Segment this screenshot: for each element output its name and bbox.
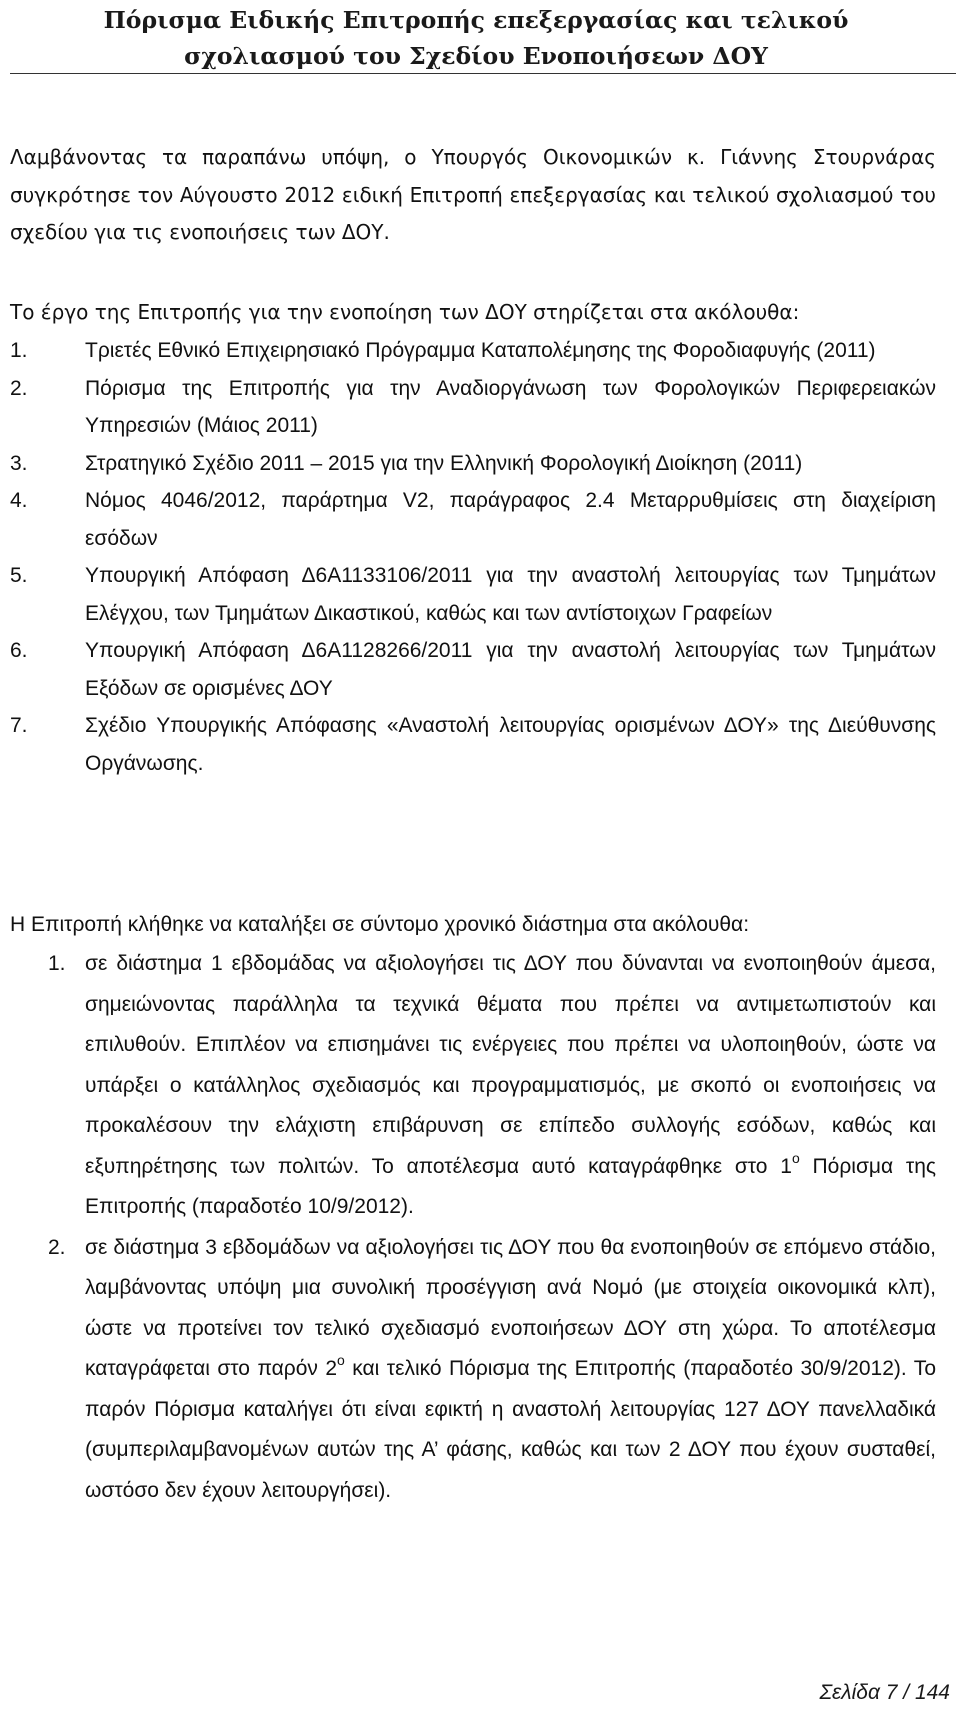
page-header <box>0 0 952 74</box>
task-text-a: σε διάστημα 1 εβδομάδας να αξιολογήσει τις ΔΟΥ που δύνανται να ενοποιηθούν άμεσα, σημειώνοντας παράλληλα τα τεχνικά θέματα που πρέπει να αντιμετωπιστούν και επιλυθούν. Επιπλέον να επισημάνει τις ενέργειες που πρέπει να υλοποιηθούν, ώστε να υπάρξει ο κατάλληλος σχεδιασμός και προγραμματισμός, με σκοπό οι ενοποιήσεις να προκαλέσουν την ελάχιστη επιβάρυνση σε επίπεδο συλλογής εσόδων, καθώς και εξυπηρέτησης των πολιτών. Το αποτέλεσμα αυτό καταγράφθηκε στο 1 <box>85 952 936 1178</box>
list-item <box>10 445 936 483</box>
list-item <box>10 944 936 1228</box>
tasks-intro: Η Επιτροπή κλήθηκε να καταλήξει σε σύντομο χρονικό διάστημα στα ακόλουθα: <box>10 913 750 936</box>
list-item-text: Υπουργική Απόφαση Δ6Α1128266/2011 για την αναστολή λειτουργίας των Τμημάτων Εξόδων σε ορισμένες ΔΟΥ <box>85 639 936 700</box>
list-number: 2. <box>10 376 28 400</box>
list-item <box>10 707 936 782</box>
intro-paragraph: Λαμβάνοντας τα παραπάνω υπόψη, ο Υπουργός Οικονομικών κ. Γιάννης Στουρνάρας συγκρότησε τον Αύγουστο 2012 ειδική Επιτροπή επεξεργασίας και τελικού σχολιασμού του σχεδίου για τις ενοποιήσεις των ΔΟΥ. <box>10 145 936 244</box>
list-item <box>10 482 936 557</box>
page-number: Σελίδα 7 / 144 <box>819 1681 950 1704</box>
list-number: 6. <box>10 639 28 662</box>
list-number: 1. <box>48 952 66 975</box>
basis-intro: Το έργο της Επιτροπής για την ενοποίηση των ΔΟΥ στηρίζεται στα ακόλουθα: <box>10 300 800 324</box>
tasks-list <box>10 944 936 1511</box>
list-item <box>10 557 936 632</box>
list-number: 5. <box>10 564 28 587</box>
list-item <box>10 632 936 707</box>
header-divider <box>10 73 956 74</box>
ordinal-superscript: ο <box>337 1352 345 1368</box>
list-item-text: Υπουργική Απόφαση Δ6Α1133106/2011 για την αναστολή λειτουργίας των Τμημάτων Ελέγχου, των Τμημάτων Δικαστικού, καθώς και των αντίστοιχων Γραφείων <box>85 564 936 625</box>
task-text-b: Πόρισμα της Επιτροπής (παραδοτέο 10/9/2012). <box>85 1154 937 1218</box>
list-item-text: Τριετές Εθνικό Επιχειρησιακό Πρόγραμμα Καταπολέμησης της Φοροδιαφυγής (2011) <box>85 339 876 362</box>
list-item-text: Σχέδιο Υπουργικής Απόφασης «Αναστολή λειτουργίας ορισμένων ΔΟΥ» της Διεύθυνσης Οργάνωσης. <box>85 714 936 775</box>
basis-list <box>10 332 936 782</box>
ordinal-superscript: ο <box>791 1149 800 1166</box>
list-item <box>10 370 936 445</box>
header-title-line-1: Πόρισμα Ειδικής Επιτροπής επεξεργασίας και τελικού <box>103 6 849 34</box>
header-title-line-2: σχολιασμού του Σχεδίου Ενοποιήσεων ΔΟΥ <box>184 42 768 70</box>
task-text-a: σε διάστημα 3 εβδομάδων να αξιολογήσει τις ΔΟΥ που θα ενοποιηθούν σε επόμενο στάδιο, λαμβάνοντας υπόψη μια συνολική προσέγγιση ανά Νομό (με στοιχεία οικονομικά κλπ), ώστε να προτείνει τον τελικό σχεδιασμό ενοποιήσεων ΔΟΥ στη χώρα. Το αποτέλεσμα καταγράφεται στο παρόν 2 <box>85 1235 936 1380</box>
list-number: 1. <box>10 339 28 362</box>
task-text-b: και τελικό Πόρισμα της Επιτροπής (παραδοτέο 30/9/2012). Το παρόν Πόρισμα καταλήγει ότι είναι εφικτή η αναστολή λειτουργίας 127 ΔΟΥ πανελλαδικά (συμπεριλαμβανομένων αυτών της Α’ φάσης, καθώς και των 2 ΔΟΥ που έχουν συσταθεί, ωστόσο δεν έχουν λειτουργήσει). <box>85 1357 937 1502</box>
list-number: 7. <box>10 714 28 737</box>
list-number: 4. <box>10 489 28 512</box>
list-item <box>10 332 936 370</box>
list-item-text: Στρατηγικό Σχέδιο 2011 – 2015 για την Ελληνική Φορολογική Διοίκηση (2011) <box>85 451 803 475</box>
list-item-text: Πόρισμα της Επιτροπής για την Αναδιοργάνωση των Φορολογικών Περιφερειακών Υπηρεσιών (Μάιος 2011) <box>85 376 936 437</box>
list-item <box>10 1228 936 1512</box>
list-number: 2. <box>48 1235 66 1259</box>
list-number: 3. <box>10 451 28 475</box>
list-item-text: Νόμος 4046/2012, παράρτημα V2, παράγραφος 2.4 Μεταρρυθμίσεις στη διαχείριση εσόδων <box>85 489 936 550</box>
